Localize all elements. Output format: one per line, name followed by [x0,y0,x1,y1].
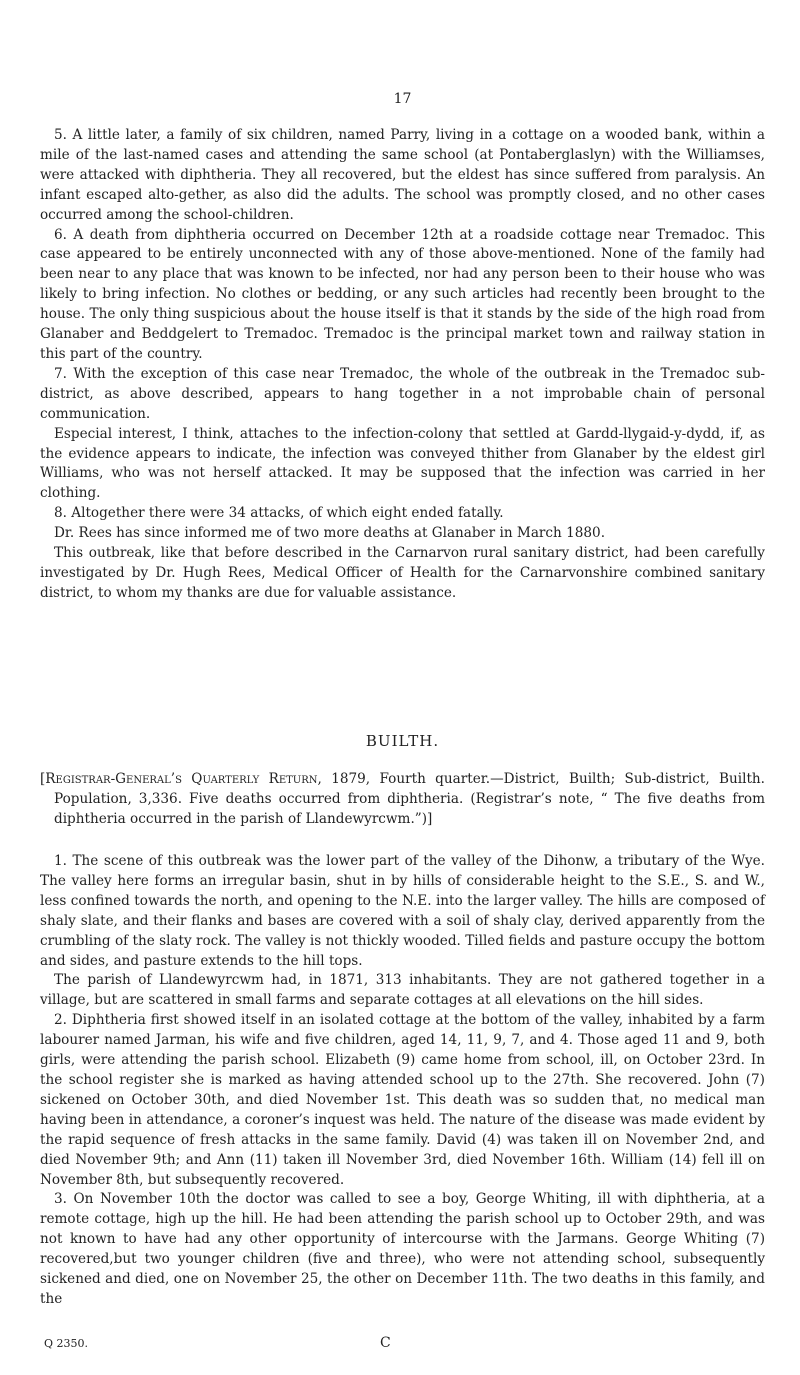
paragraph-parish: The parish of Llandewyrcwm had, in 1871, 313 inhabitants. They are not gathered together in a village, but are scattered in small farms and separate cottages at all elevations on the hill sides. [40,972,765,1009]
registrar-note-text [40,770,765,830]
section-heading-builth: BUILTH. [365,732,440,750]
section-two [40,852,765,1310]
registrar-note-body: 1879, Fourth quarter.—District, Builth; Sub-district, Builth. Population, 3,336. Five deaths occurred from diphtheria. (Registrar’s note, “ The five deaths from diphtheria occurred in the parish of Llandewyrcwm.”)] [54,771,765,827]
registrar-note-title: [Registrar-General’s Quarterly Return, [40,771,322,787]
print-reference: Q 2350. [44,1337,89,1350]
paragraph-5: 5. A little later, a family of six children, named Parry, living in a cottage on a wooded bank, within a mile of the last-named cases and attending the same school (at Pontaberglaslyn) with the Williamses, were attacked with diphtheria. They all recovered, but the eldest has since suffered from paralysis. An infant escaped alto-gether, as also did the adults. The school was promptly closed, and no other cases occurred among the school-children. [40,127,765,223]
paragraph-2-builth: 2. Diphtheria first showed itself in an isolated cottage at the bottom of the valley, inhabited by a farm labourer named Jarman, his wife and five children, aged 14, 11, 9, 7, and 4. Those aged 11 and 9, both girls, were attending the parish school. Elizabeth (9) came home from school, ill, on October 23rd. In the school register she is marked as having attended school up to the 27th. She recovered. John (7) sickened on October 30th, and died November 1st. This death was so sudden that, no medical man having been in attendance, a coroner’s inquest was held. The nature of the disease was made evident by the rapid sequence of fresh attacks in the same family. David (4) was taken ill on November 2nd, and died November 9th; and Ann (11) taken ill November 3rd, died November 16th. William (14) fell ill on November 8th, but subsequently recovered. [40,1012,765,1188]
paragraph-outbreak-summary: This outbreak, like that before described in the Carnarvon rural sanitary district, had been carefully investigated by Dr. Hugh Rees, Medical Officer of Health for the Carnarvonshire combined sanitary district, to whom my thanks are due for valuable assistance. [40,545,765,601]
registrar-note [40,770,765,830]
paragraph-dr-rees: Dr. Rees has since informed me of two more deaths at Glanaber in March 1880. [54,525,606,542]
paragraph-8: 8. Altogether there were 34 attacks, of which eight ended fatally. [54,505,504,522]
paragraph-7: 7. With the exception of this case near Tremadoc, the whole of the outbreak in the Tremadoc sub-district, as above described, appears to hang together in a not improbable chain of personal communication. [40,365,765,422]
paragraph-3-builth: 3. On November 10th the doctor was called to see a boy, George Whiting, ill with diphtheria, at a remote cottage, high up the hill. He had been attending the parish school up to October 29th, and was not known to have had any other opportunity of intercourse with the Jarmans. George Whiting (7) recovered,but two younger children (five and three), who were not attending school, subsequently sickened and died, one on November 25, the other on December 11th. The two deaths in this family, and the [40,1191,765,1307]
page-number: 17 [393,91,412,107]
paragraph-especial-interest: Especial interest, I think, attaches to the infection-colony that settled at Gardd-llygaid-y-dydd, if, as the evidence appears to indicate, the infection was conveyed thither from Glanaber by the eldest girl Williams, who was not herself attacked. It may be supposed that the infection was carried in her clothing. [40,425,765,502]
signature-mark: C [380,1335,391,1351]
paragraph-6: 6. A death from diphtheria occurred on December 12th at a roadside cottage near Tremadoc. This case appeared to be entirely unconnected with any of those above-mentioned. None of the family had been near to any place that was known to be infected, nor had any person been to their house who was likely to bring infection. No clothes or bedding, or any such articles had recently been brought to the house. The only thing suspicious about the house itself is that it stands by the side of the high road from Glanaber and Beddgelert to Tremadoc. Tremadoc is the principal market town and railway station in this part of the country. [40,226,765,362]
section-one [40,126,765,604]
document-page [40,0,765,1375]
paragraph-1-builth: 1. The scene of this outbreak was the lower part of the valley of the Dihonw, a tributary of the Wye. The valley here forms an irregular basin, shut in by hills of considerable height to the S.E., S. and W., less confined towards the north, and opening to the N.E. into the larger valley. The hills are composed of shaly slate, and their flanks and bases are covered with a soil of shaly clay, derived apparently from the crumbling of the slaty rock. The valley is not thickly wooded. Tilled fields and pasture occupy the bottom and sides, and pasture extends to the hill tops. [40,853,765,969]
